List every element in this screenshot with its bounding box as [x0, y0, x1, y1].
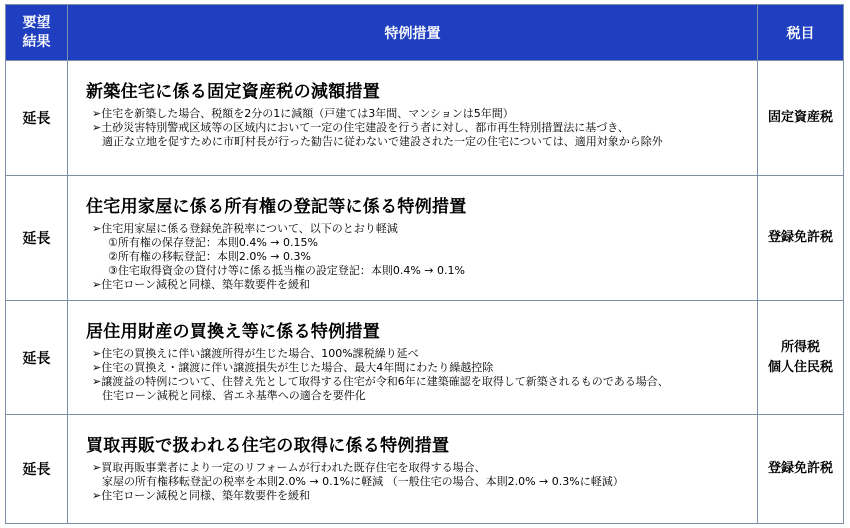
measure-title: 居住用財産の買換え等に係る特例措置 [86, 322, 381, 342]
tax-cell [758, 415, 843, 523]
result-cell: 延長 [6, 176, 68, 300]
table-row [6, 301, 843, 415]
measure-line: 適正な立地を促すために市町村長が行った勧告に従わないで建設された一定の住宅については、適用対象から除外 [102, 135, 663, 148]
measure-line: 家屋の所有権移転登記の税率を本則2.0% → 0.1%に軽減 （一般住宅の場合、本則2.0% → 0.3%に軽減） [102, 475, 624, 488]
tax-name: 登録免許税 [767, 461, 833, 476]
measure-line: ➢土砂災害特別警戒区域等の区域内において一定の住宅建設を行う者に対し、都市再生特別措置法に基づき、 [92, 121, 629, 134]
measure-line: ➢住宅を新築した場合、税額を2分の1に減額（戸建ては3年間、マンションは5年間） [92, 107, 514, 120]
measure-cell [68, 301, 758, 414]
table-row [6, 176, 843, 301]
tax-name: 個人住民税 [767, 359, 833, 375]
measure-cell [68, 61, 758, 175]
table-row [6, 415, 843, 523]
measure-line: ②所有権の移転登記：本則2.0% → 0.3% [108, 250, 311, 263]
table-header [6, 5, 843, 61]
measure-line: ③住宅取得資金の貸付け等に係る抵当権の設定登記：本則0.4% → 0.1% [108, 264, 465, 277]
measure-line: 住宅ローン減税と同様、省エネ基準への適合を要件化 [102, 389, 366, 402]
measure-title: 新築住宅に係る固定資産税の減額措置 [86, 82, 381, 102]
tax-cell [758, 176, 843, 300]
measure-line: ①所有権の保存登記：本則0.4% → 0.15% [108, 236, 318, 249]
measure-line: ➢住宅の買換え・譲渡に伴い譲渡損失が生じた場合、最大4年間にわたり繰越控除 [92, 361, 494, 374]
measure-title: 買取再販で扱われる住宅の取得に係る特例措置 [86, 436, 450, 456]
result-cell: 延長 [6, 61, 68, 175]
result-cell: 延長 [6, 301, 68, 414]
header-measure: 特例措置 [68, 5, 758, 60]
tax-measures-table [5, 4, 844, 524]
header-result [6, 5, 68, 60]
tax-name: 登録免許税 [767, 230, 833, 245]
tax-name: 所得税 [780, 339, 820, 355]
measure-title: 住宅用家屋に係る所有権の登記等に係る特例措置 [86, 197, 467, 217]
measure-cell [68, 415, 758, 523]
tax-cell [758, 301, 843, 414]
measure-line: ➢住宅の買換えに伴い譲渡所得が生じた場合、100%課税繰り延べ [92, 347, 419, 360]
measure-line: ➢譲渡益の特例について、住替え先として取得する住宅が令和6年に建築確認を取得して新築されるものである場合、 [92, 375, 669, 388]
header-tax-item: 税目 [786, 25, 815, 42]
measure-cell [68, 176, 758, 300]
tax-name: 固定資産税 [767, 110, 833, 125]
measure-line: ➢住宅ローン減税と同様、築年数要件を緩和 [92, 278, 310, 291]
header-result-line2: 結果 [22, 33, 51, 50]
measure-line: ➢買取再販事業者により一定のリフォームが行われた既存住宅を取得する場合、 [92, 461, 486, 474]
measure-line: ➢住宅ローン減税と同様、築年数要件を緩和 [92, 489, 310, 502]
measure-line: ➢住宅用家屋に係る登録免許税率について、以下のとおり軽減 [92, 222, 398, 235]
result-cell: 延長 [6, 415, 68, 523]
header-result-line1: 要望 [22, 14, 51, 31]
tax-cell [758, 61, 843, 175]
table-row [6, 61, 843, 176]
